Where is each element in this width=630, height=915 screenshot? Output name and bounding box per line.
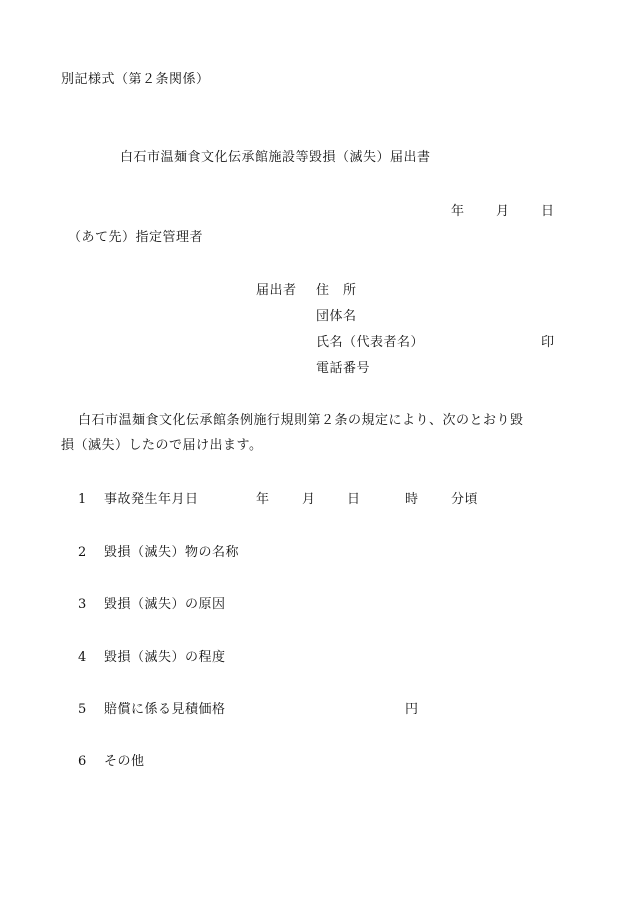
applicant-organization-label: 団体名 — [316, 309, 357, 324]
form-label: 別記様式（第２条関係） — [61, 72, 210, 87]
incident-day-label: 日 — [347, 492, 361, 507]
applicant-address-label: 住 所 — [316, 283, 357, 298]
item-label: 毀損（滅失）の原因 — [104, 597, 226, 612]
item-label: 事故発生年月日 — [104, 492, 199, 507]
applicant-name-label: 氏名（代表者名） — [316, 335, 425, 350]
incident-hour-label: 時 — [405, 492, 419, 507]
date-day-label: 日 — [541, 204, 555, 219]
incident-year-label: 年 — [256, 492, 270, 507]
incident-month-label: 月 — [302, 492, 316, 507]
item-label: 毀損（滅失）物の名称 — [104, 545, 240, 560]
body-text-line2: 損（滅失）したので届け出ます。 — [61, 438, 263, 453]
item-1 — [78, 493, 199, 506]
item-number: 3 — [78, 597, 87, 612]
document-title: 白石市温麺食文化伝承館施設等毀損（滅失）届出書 — [120, 150, 431, 165]
item-3 — [78, 598, 226, 611]
item-4 — [78, 651, 226, 664]
applicant-label: 届出者 — [256, 283, 297, 298]
item-number: 6 — [78, 754, 87, 769]
item-label: 毀損（滅失）の程度 — [104, 650, 226, 665]
date-month-label: 月 — [496, 204, 510, 219]
item-label: その他 — [104, 754, 145, 769]
item-number: 5 — [78, 702, 87, 717]
item-number: 1 — [78, 492, 87, 507]
item-6 — [78, 755, 145, 768]
seal-label: 印 — [541, 335, 555, 350]
item-number: 2 — [78, 545, 87, 560]
addressee: （あて先）指定管理者 — [68, 230, 204, 245]
item-5 — [78, 703, 226, 716]
item-label: 賠償に係る見積価格 — [104, 702, 226, 717]
applicant-phone-label: 電話番号 — [316, 361, 371, 376]
incident-minute-label: 分頃 — [451, 492, 479, 507]
yen-unit-label: 円 — [405, 702, 419, 717]
item-number: 4 — [78, 650, 87, 665]
item-2 — [78, 546, 239, 559]
date-year-label: 年 — [451, 204, 465, 219]
body-text-line1: 白石市温麺食文化伝承館条例施行規則第２条の規定により、次のとおり毀 — [78, 413, 524, 428]
